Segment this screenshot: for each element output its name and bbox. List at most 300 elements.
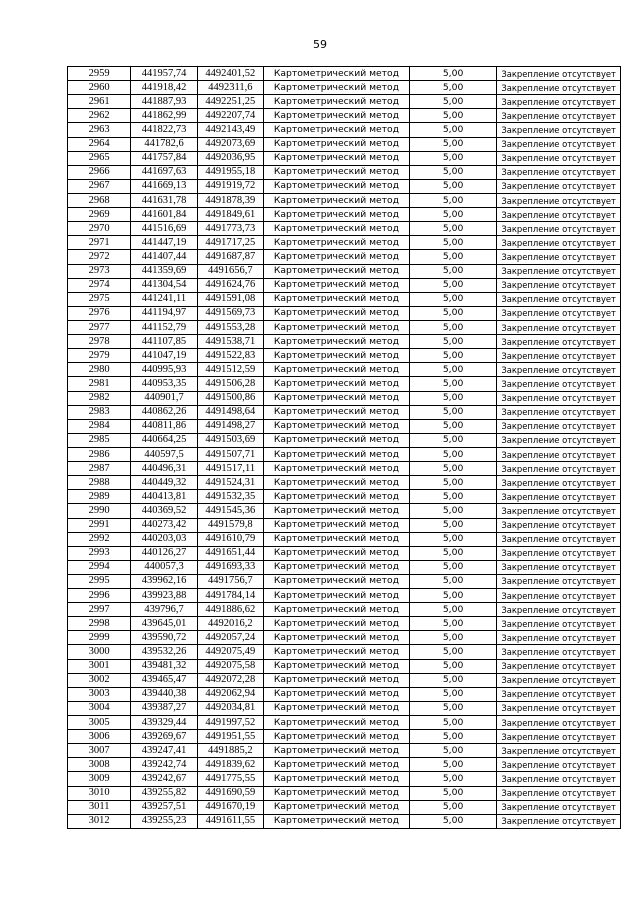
fixation-cell: Закрепление отсутствует — [497, 405, 621, 419]
fixation-cell: Закрепление отсутствует — [497, 462, 621, 476]
y-coordinate-cell: 4491690,59 — [197, 786, 263, 800]
method-cell: Картометрический метод — [264, 631, 410, 645]
method-cell: Картометрический метод — [264, 165, 410, 179]
fixation-cell: Закрепление отсутствует — [497, 391, 621, 405]
point-number-cell: 3007 — [68, 744, 131, 758]
point-number-cell: 2988 — [68, 476, 131, 490]
table-row — [68, 292, 621, 306]
table-row — [68, 744, 621, 758]
y-coordinate-cell: 4491839,62 — [197, 758, 263, 772]
x-coordinate-cell: 440057,3 — [131, 560, 197, 574]
x-coordinate-cell: 441447,19 — [131, 236, 197, 250]
y-coordinate-cell: 4492073,69 — [197, 137, 263, 151]
accuracy-cell: 5,00 — [409, 67, 496, 81]
y-coordinate-cell: 4491651,44 — [197, 546, 263, 560]
point-number-cell: 3000 — [68, 645, 131, 659]
y-coordinate-cell: 4492036,95 — [197, 151, 263, 165]
point-number-cell: 3002 — [68, 673, 131, 687]
method-cell: Картометрический метод — [264, 377, 410, 391]
point-number-cell: 3012 — [68, 814, 131, 828]
point-number-cell: 2995 — [68, 574, 131, 588]
fixation-cell: Закрепление отсутствует — [497, 645, 621, 659]
x-coordinate-cell: 440126,27 — [131, 546, 197, 560]
method-cell: Картометрический метод — [264, 673, 410, 687]
method-cell: Картометрический метод — [264, 81, 410, 95]
point-number-cell: 2983 — [68, 405, 131, 419]
x-coordinate-cell: 439255,23 — [131, 814, 197, 828]
table-row — [68, 95, 621, 109]
method-cell: Картометрический метод — [264, 222, 410, 236]
x-coordinate-cell: 439329,44 — [131, 716, 197, 730]
accuracy-cell: 5,00 — [409, 292, 496, 306]
x-coordinate-cell: 441359,69 — [131, 264, 197, 278]
method-cell: Картометрический метод — [264, 208, 410, 222]
table-row — [68, 673, 621, 687]
point-number-cell: 2993 — [68, 546, 131, 560]
method-cell: Картометрический метод — [264, 800, 410, 814]
accuracy-cell: 5,00 — [409, 758, 496, 772]
table-row — [68, 250, 621, 264]
accuracy-cell: 5,00 — [409, 278, 496, 292]
y-coordinate-cell: 4491687,87 — [197, 250, 263, 264]
y-coordinate-cell: 4492311,6 — [197, 81, 263, 95]
table-row — [68, 151, 621, 165]
fixation-cell: Закрепление отсутствует — [497, 518, 621, 532]
y-coordinate-cell: 4491885,2 — [197, 744, 263, 758]
x-coordinate-cell: 441241,11 — [131, 292, 197, 306]
table-row — [68, 758, 621, 772]
point-number-cell: 2978 — [68, 335, 131, 349]
method-cell: Картометрический метод — [264, 462, 410, 476]
y-coordinate-cell: 4491503,69 — [197, 433, 263, 447]
accuracy-cell: 5,00 — [409, 631, 496, 645]
y-coordinate-cell: 4491849,61 — [197, 208, 263, 222]
fixation-cell: Закрепление отсутствует — [497, 758, 621, 772]
table-row — [68, 814, 621, 828]
table-row — [68, 179, 621, 193]
method-cell: Картометрический метод — [264, 433, 410, 447]
y-coordinate-cell: 4492075,58 — [197, 659, 263, 673]
table-row — [68, 363, 621, 377]
accuracy-cell: 5,00 — [409, 151, 496, 165]
method-cell: Картометрический метод — [264, 589, 410, 603]
method-cell: Картометрический метод — [264, 659, 410, 673]
table-row — [68, 518, 621, 532]
method-cell: Картометрический метод — [264, 574, 410, 588]
point-number-cell: 2970 — [68, 222, 131, 236]
point-number-cell: 2971 — [68, 236, 131, 250]
page-number: 59 — [313, 38, 327, 51]
point-number-cell: 3008 — [68, 758, 131, 772]
point-number-cell: 2997 — [68, 603, 131, 617]
method-cell: Картометрический метод — [264, 349, 410, 363]
method-cell: Картометрический метод — [264, 419, 410, 433]
point-number-cell: 2982 — [68, 391, 131, 405]
point-number-cell: 3004 — [68, 701, 131, 715]
method-cell: Картометрический метод — [264, 786, 410, 800]
table-row — [68, 433, 621, 447]
accuracy-cell: 5,00 — [409, 462, 496, 476]
accuracy-cell: 5,00 — [409, 81, 496, 95]
point-number-cell: 2965 — [68, 151, 131, 165]
fixation-cell: Закрепление отсутствует — [497, 532, 621, 546]
x-coordinate-cell: 439247,41 — [131, 744, 197, 758]
method-cell: Картометрический метод — [264, 67, 410, 81]
method-cell: Картометрический метод — [264, 758, 410, 772]
x-coordinate-cell: 441669,13 — [131, 179, 197, 193]
fixation-cell: Закрепление отсутствует — [497, 772, 621, 786]
table-row — [68, 645, 621, 659]
accuracy-cell: 5,00 — [409, 701, 496, 715]
accuracy-cell: 5,00 — [409, 391, 496, 405]
x-coordinate-cell: 441152,79 — [131, 320, 197, 334]
fixation-cell: Закрепление отсутствует — [497, 81, 621, 95]
fixation-cell: Закрепление отсутствует — [497, 123, 621, 137]
y-coordinate-cell: 4492207,74 — [197, 109, 263, 123]
table-body — [68, 67, 621, 829]
point-number-cell: 2963 — [68, 123, 131, 137]
table-row — [68, 532, 621, 546]
x-coordinate-cell: 440449,32 — [131, 476, 197, 490]
point-number-cell: 2980 — [68, 363, 131, 377]
x-coordinate-cell: 440811,86 — [131, 419, 197, 433]
y-coordinate-cell: 4492075,49 — [197, 645, 263, 659]
x-coordinate-cell: 439255,82 — [131, 786, 197, 800]
fixation-cell: Закрепление отсутствует — [497, 320, 621, 334]
fixation-cell: Закрепление отсутствует — [497, 744, 621, 758]
x-coordinate-cell: 441047,19 — [131, 349, 197, 363]
fixation-cell: Закрепление отсутствует — [497, 546, 621, 560]
table-row — [68, 574, 621, 588]
point-number-cell: 2960 — [68, 81, 131, 95]
point-number-cell: 2976 — [68, 306, 131, 320]
point-number-cell: 2992 — [68, 532, 131, 546]
accuracy-cell: 5,00 — [409, 179, 496, 193]
y-coordinate-cell: 4491656,7 — [197, 264, 263, 278]
accuracy-cell: 5,00 — [409, 772, 496, 786]
fixation-cell: Закрепление отсутствует — [497, 814, 621, 828]
table-row — [68, 701, 621, 715]
y-coordinate-cell: 4491756,7 — [197, 574, 263, 588]
fixation-cell: Закрепление отсутствует — [497, 730, 621, 744]
fixation-cell: Закрепление отсутствует — [497, 617, 621, 631]
fixation-cell: Закрепление отсутствует — [497, 447, 621, 461]
method-cell: Картометрический метод — [264, 476, 410, 490]
y-coordinate-cell: 4491919,72 — [197, 179, 263, 193]
y-coordinate-cell: 4491773,73 — [197, 222, 263, 236]
point-number-cell: 2969 — [68, 208, 131, 222]
accuracy-cell: 5,00 — [409, 109, 496, 123]
accuracy-cell: 5,00 — [409, 419, 496, 433]
accuracy-cell: 5,00 — [409, 800, 496, 814]
fixation-cell: Закрепление отсутствует — [497, 335, 621, 349]
accuracy-cell: 5,00 — [409, 447, 496, 461]
x-coordinate-cell: 441957,74 — [131, 67, 197, 81]
method-cell: Картометрический метод — [264, 814, 410, 828]
x-coordinate-cell: 441601,84 — [131, 208, 197, 222]
accuracy-cell: 5,00 — [409, 193, 496, 207]
x-coordinate-cell: 439257,51 — [131, 800, 197, 814]
method-cell: Картометрический метод — [264, 687, 410, 701]
point-number-cell: 2973 — [68, 264, 131, 278]
fixation-cell: Закрепление отсутствует — [497, 363, 621, 377]
x-coordinate-cell: 441407,44 — [131, 250, 197, 264]
accuracy-cell: 5,00 — [409, 532, 496, 546]
method-cell: Картометрический метод — [264, 320, 410, 334]
point-number-cell: 2985 — [68, 433, 131, 447]
method-cell: Картометрический метод — [264, 123, 410, 137]
x-coordinate-cell: 441782,6 — [131, 137, 197, 151]
table-row — [68, 687, 621, 701]
table-row — [68, 631, 621, 645]
table-row — [68, 208, 621, 222]
fixation-cell: Закрепление отсутствует — [497, 659, 621, 673]
accuracy-cell: 5,00 — [409, 645, 496, 659]
fixation-cell: Закрепление отсутствует — [497, 208, 621, 222]
point-number-cell: 2981 — [68, 377, 131, 391]
method-cell: Картометрический метод — [264, 532, 410, 546]
method-cell: Картометрический метод — [264, 278, 410, 292]
method-cell: Картометрический метод — [264, 504, 410, 518]
accuracy-cell: 5,00 — [409, 589, 496, 603]
fixation-cell: Закрепление отсутствует — [497, 504, 621, 518]
fixation-cell: Закрепление отсутствует — [497, 264, 621, 278]
method-cell: Картометрический метод — [264, 151, 410, 165]
table-row — [68, 335, 621, 349]
y-coordinate-cell: 4492143,49 — [197, 123, 263, 137]
point-number-cell: 3006 — [68, 730, 131, 744]
y-coordinate-cell: 4491553,28 — [197, 320, 263, 334]
table-row — [68, 377, 621, 391]
point-number-cell: 2966 — [68, 165, 131, 179]
accuracy-cell: 5,00 — [409, 165, 496, 179]
y-coordinate-cell: 4492062,94 — [197, 687, 263, 701]
fixation-cell: Закрепление отсутствует — [497, 109, 621, 123]
accuracy-cell: 5,00 — [409, 659, 496, 673]
method-cell: Картометрический метод — [264, 137, 410, 151]
method-cell: Картометрический метод — [264, 109, 410, 123]
x-coordinate-cell: 439242,67 — [131, 772, 197, 786]
x-coordinate-cell: 440862,26 — [131, 405, 197, 419]
method-cell: Картометрический метод — [264, 95, 410, 109]
fixation-cell: Закрепление отсутствует — [497, 490, 621, 504]
table-row — [68, 659, 621, 673]
y-coordinate-cell: 4492401,52 — [197, 67, 263, 81]
table-row — [68, 617, 621, 631]
x-coordinate-cell: 441631,78 — [131, 193, 197, 207]
table-row — [68, 560, 621, 574]
table-row — [68, 236, 621, 250]
y-coordinate-cell: 4491717,25 — [197, 236, 263, 250]
accuracy-cell: 5,00 — [409, 744, 496, 758]
table-row — [68, 193, 621, 207]
table-row — [68, 222, 621, 236]
x-coordinate-cell: 440496,31 — [131, 462, 197, 476]
method-cell: Картометрический метод — [264, 447, 410, 461]
x-coordinate-cell: 441887,93 — [131, 95, 197, 109]
table-row — [68, 391, 621, 405]
method-cell: Картометрический метод — [264, 292, 410, 306]
table-row — [68, 165, 621, 179]
accuracy-cell: 5,00 — [409, 405, 496, 419]
fixation-cell: Закрепление отсутствует — [497, 786, 621, 800]
point-number-cell: 3005 — [68, 716, 131, 730]
y-coordinate-cell: 4491951,55 — [197, 730, 263, 744]
method-cell: Картометрический метод — [264, 701, 410, 715]
x-coordinate-cell: 439481,32 — [131, 659, 197, 673]
x-coordinate-cell: 440664,25 — [131, 433, 197, 447]
accuracy-cell: 5,00 — [409, 518, 496, 532]
method-cell: Картометрический метод — [264, 560, 410, 574]
y-coordinate-cell: 4491512,59 — [197, 363, 263, 377]
y-coordinate-cell: 4491775,55 — [197, 772, 263, 786]
x-coordinate-cell: 439796,7 — [131, 603, 197, 617]
table-row — [68, 67, 621, 81]
fixation-cell: Закрепление отсутствует — [497, 476, 621, 490]
point-number-cell: 2975 — [68, 292, 131, 306]
method-cell: Картометрический метод — [264, 716, 410, 730]
fixation-cell: Закрепление отсутствует — [497, 673, 621, 687]
coordinates-table — [67, 66, 621, 829]
x-coordinate-cell: 440995,93 — [131, 363, 197, 377]
accuracy-cell: 5,00 — [409, 546, 496, 560]
method-cell: Картометрический метод — [264, 405, 410, 419]
y-coordinate-cell: 4491498,64 — [197, 405, 263, 419]
y-coordinate-cell: 4491569,73 — [197, 306, 263, 320]
table-row — [68, 320, 621, 334]
accuracy-cell: 5,00 — [409, 236, 496, 250]
x-coordinate-cell: 441918,42 — [131, 81, 197, 95]
y-coordinate-cell: 4491498,27 — [197, 419, 263, 433]
y-coordinate-cell: 4491579,8 — [197, 518, 263, 532]
y-coordinate-cell: 4491955,18 — [197, 165, 263, 179]
table-row — [68, 405, 621, 419]
method-cell: Картометрический метод — [264, 363, 410, 377]
method-cell: Картометрический метод — [264, 306, 410, 320]
method-cell: Картометрический метод — [264, 744, 410, 758]
y-coordinate-cell: 4492057,24 — [197, 631, 263, 645]
x-coordinate-cell: 439532,26 — [131, 645, 197, 659]
point-number-cell: 2964 — [68, 137, 131, 151]
x-coordinate-cell: 441516,69 — [131, 222, 197, 236]
table-row — [68, 109, 621, 123]
method-cell: Картометрический метод — [264, 772, 410, 786]
table-row — [68, 772, 621, 786]
table-row — [68, 123, 621, 137]
accuracy-cell: 5,00 — [409, 560, 496, 574]
x-coordinate-cell: 439387,27 — [131, 701, 197, 715]
x-coordinate-cell: 441862,99 — [131, 109, 197, 123]
accuracy-cell: 5,00 — [409, 320, 496, 334]
fixation-cell: Закрепление отсутствует — [497, 306, 621, 320]
accuracy-cell: 5,00 — [409, 687, 496, 701]
y-coordinate-cell: 4491611,55 — [197, 814, 263, 828]
point-number-cell: 2979 — [68, 349, 131, 363]
fixation-cell: Закрепление отсутствует — [497, 701, 621, 715]
table-row — [68, 306, 621, 320]
fixation-cell: Закрепление отсутствует — [497, 250, 621, 264]
y-coordinate-cell: 4491878,39 — [197, 193, 263, 207]
x-coordinate-cell: 439962,16 — [131, 574, 197, 588]
point-number-cell: 2996 — [68, 589, 131, 603]
accuracy-cell: 5,00 — [409, 730, 496, 744]
accuracy-cell: 5,00 — [409, 716, 496, 730]
x-coordinate-cell: 441304,54 — [131, 278, 197, 292]
y-coordinate-cell: 4492034,81 — [197, 701, 263, 715]
accuracy-cell: 5,00 — [409, 363, 496, 377]
fixation-cell: Закрепление отсутствует — [497, 236, 621, 250]
x-coordinate-cell: 440953,35 — [131, 377, 197, 391]
table-row — [68, 137, 621, 151]
method-cell: Картометрический метод — [264, 603, 410, 617]
table-row — [68, 264, 621, 278]
point-number-cell: 2987 — [68, 462, 131, 476]
y-coordinate-cell: 4491997,52 — [197, 716, 263, 730]
y-coordinate-cell: 4491693,33 — [197, 560, 263, 574]
x-coordinate-cell: 439923,88 — [131, 589, 197, 603]
accuracy-cell: 5,00 — [409, 264, 496, 278]
fixation-cell: Закрепление отсутствует — [497, 631, 621, 645]
point-number-cell: 3009 — [68, 772, 131, 786]
accuracy-cell: 5,00 — [409, 250, 496, 264]
fixation-cell: Закрепление отсутствует — [497, 419, 621, 433]
y-coordinate-cell: 4491545,36 — [197, 504, 263, 518]
point-number-cell: 2968 — [68, 193, 131, 207]
table-row — [68, 81, 621, 95]
point-number-cell: 3003 — [68, 687, 131, 701]
accuracy-cell: 5,00 — [409, 673, 496, 687]
y-coordinate-cell: 4491500,86 — [197, 391, 263, 405]
table-row — [68, 716, 621, 730]
table-row — [68, 546, 621, 560]
accuracy-cell: 5,00 — [409, 306, 496, 320]
fixation-cell: Закрепление отсутствует — [497, 687, 621, 701]
fixation-cell: Закрепление отсутствует — [497, 603, 621, 617]
table-row — [68, 730, 621, 744]
accuracy-cell: 5,00 — [409, 574, 496, 588]
point-number-cell: 2994 — [68, 560, 131, 574]
fixation-cell: Закрепление отсутствует — [497, 377, 621, 391]
fixation-cell: Закрепление отсутствует — [497, 574, 621, 588]
table-row — [68, 462, 621, 476]
table-row — [68, 447, 621, 461]
fixation-cell: Закрепление отсутствует — [497, 349, 621, 363]
point-number-cell: 2962 — [68, 109, 131, 123]
accuracy-cell: 5,00 — [409, 137, 496, 151]
method-cell: Картометрический метод — [264, 490, 410, 504]
x-coordinate-cell: 440369,52 — [131, 504, 197, 518]
accuracy-cell: 5,00 — [409, 814, 496, 828]
fixation-cell: Закрепление отсутствует — [497, 67, 621, 81]
table-row — [68, 603, 621, 617]
fixation-cell: Закрепление отсутствует — [497, 222, 621, 236]
fixation-cell: Закрепление отсутствует — [497, 137, 621, 151]
point-number-cell: 2999 — [68, 631, 131, 645]
x-coordinate-cell: 440413,81 — [131, 490, 197, 504]
y-coordinate-cell: 4492251,25 — [197, 95, 263, 109]
point-number-cell: 2990 — [68, 504, 131, 518]
point-number-cell: 2986 — [68, 447, 131, 461]
x-coordinate-cell: 439440,38 — [131, 687, 197, 701]
fixation-cell: Закрепление отсутствует — [497, 589, 621, 603]
y-coordinate-cell: 4491517,11 — [197, 462, 263, 476]
x-coordinate-cell: 441757,84 — [131, 151, 197, 165]
y-coordinate-cell: 4491507,71 — [197, 447, 263, 461]
method-cell: Картометрический метод — [264, 730, 410, 744]
x-coordinate-cell: 439242,74 — [131, 758, 197, 772]
y-coordinate-cell: 4491784,14 — [197, 589, 263, 603]
x-coordinate-cell: 440273,42 — [131, 518, 197, 532]
